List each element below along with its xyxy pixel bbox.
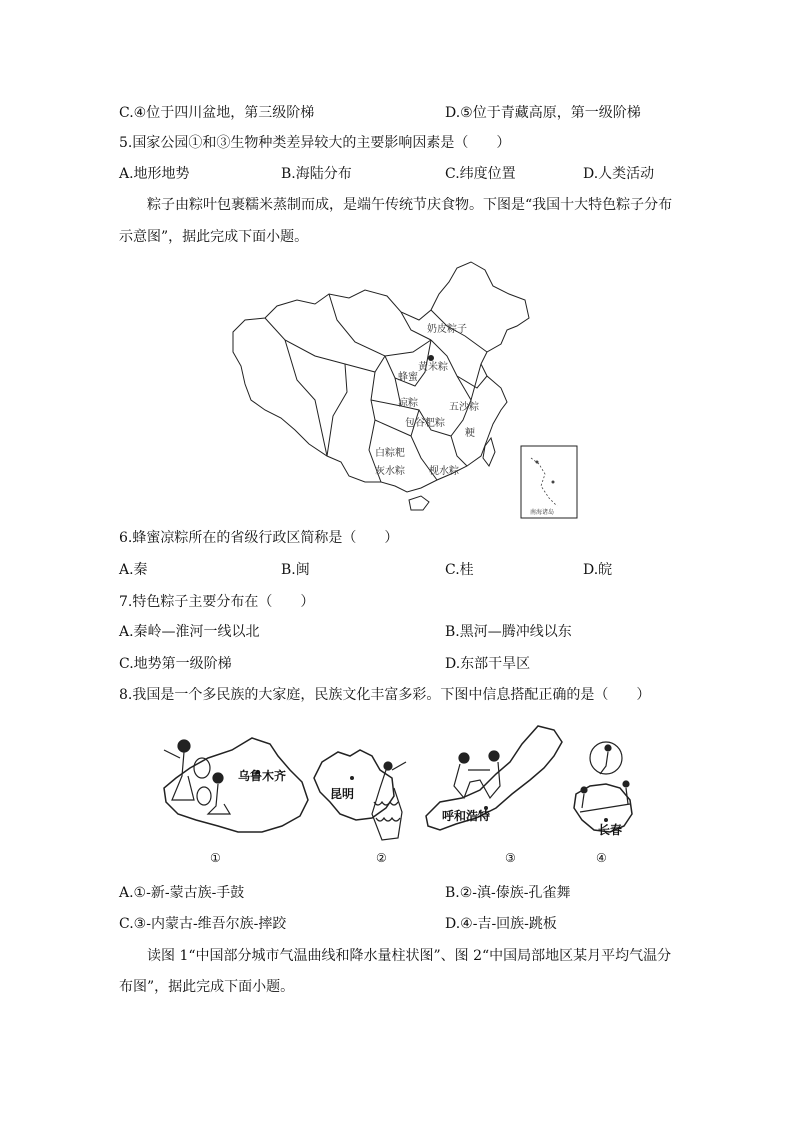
q6-option-c: C.桂 (445, 562, 474, 578)
q6-stem: 6.蜂蜜凉粽所在的省级行政区简称是（ ） (119, 530, 399, 546)
panel-3 (426, 726, 562, 865)
q5-option-b: B.海陆分布 (281, 166, 352, 182)
climate-intro-line2: 布图”，据此完成下面小题。 (119, 979, 295, 995)
q6-option-d: D.皖 (583, 562, 613, 578)
panel-2 (314, 750, 406, 865)
label-baogu: 包谷粑粽 (405, 418, 445, 429)
panel-3-city: 呼和浩特 (442, 809, 491, 823)
label-jiaoshui: 枧水粽 (429, 466, 459, 477)
china-zongzi-map (225, 260, 585, 522)
q5-option-a: A.地形地势 (119, 166, 190, 182)
climate-intro-line1: 读图 1“中国部分城市气温曲线和降水量柱状图”、图 2“中国局部地区某月平均气温分 (147, 948, 672, 964)
panel-1-city: 乌鲁木齐 (238, 769, 287, 783)
label-liangzong: 凉粽 (398, 398, 418, 409)
panel-1-num: ① (210, 851, 221, 865)
inset-label: 南海诸岛 (530, 509, 555, 516)
q7-option-a: A.秦岭—淮河一线以北 (119, 624, 260, 640)
taiwan-island (483, 438, 495, 466)
hainan-island (409, 496, 429, 510)
south-china-sea-inset (521, 446, 577, 518)
capital-marker (428, 355, 434, 361)
q5-option-c: C.纬度位置 (445, 166, 516, 182)
zongzi-intro-line2: 示意图”，据此完成下面小题。 (119, 229, 309, 245)
q5-stem: 5.国家公园①和③生物种类差异较大的主要影响因素是（ ） (119, 135, 511, 151)
panel-2-num: ② (376, 851, 387, 865)
q4-option-c: C.④位于四川盆地，第三级阶梯 (119, 105, 315, 121)
q7-stem: 7.特色粽子主要分布在（ ） (119, 594, 315, 610)
panel-3-num: ③ (505, 851, 516, 865)
q8-option-a: A.①-新-蒙古族-手鼓 (119, 885, 245, 901)
q6-option-a: A.秦 (119, 562, 148, 578)
label-naipi: 奶皮粽子 (427, 324, 467, 335)
q8-option-d: D.④-吉-回族-跳板 (445, 916, 557, 932)
panel-1 (164, 738, 308, 865)
label-fengmi: 蜂蜜 (398, 372, 418, 383)
ethnic-culture-figure (150, 722, 640, 868)
label-baizong: 白粽粑 (375, 448, 405, 459)
q4-option-d: D.⑤位于青藏高原，第一级阶梯 (445, 105, 641, 121)
panel-4-city: 长春 (598, 823, 623, 837)
label-zhang: 粳 (465, 428, 475, 439)
label-huishui: 灰水粽 (375, 466, 405, 477)
label-huangmi: 黄米粽 (418, 362, 448, 373)
q7-option-c: C.地势第一级阶梯 (119, 656, 232, 672)
panel-4 (574, 742, 632, 865)
q7-option-b: B.黑河—腾冲线以东 (445, 624, 572, 640)
q8-option-b: B.②-滇-傣族-孔雀舞 (445, 885, 571, 901)
q6-option-b: B.闽 (281, 562, 310, 578)
zongzi-intro-line1: 粽子由粽叶包裹糯米蒸制而成，是端午传统节庆食物。下图是“我国十大特色粽子分布 (147, 197, 673, 213)
q7-option-d: D.东部干旱区 (445, 656, 531, 672)
q8-option-c: C.③-内蒙古-维吾尔族-摔跤 (119, 916, 287, 932)
panel-2-city: 昆明 (330, 787, 355, 801)
q5-option-d: D.人类活动 (583, 166, 655, 182)
label-wusha: 五沙粽 (449, 402, 479, 413)
q8-stem: 8.我国是一个多民族的大家庭，民族文化丰富多彩。下图中信息搭配正确的是（ ） (119, 687, 651, 703)
panel-4-num: ④ (596, 851, 607, 865)
